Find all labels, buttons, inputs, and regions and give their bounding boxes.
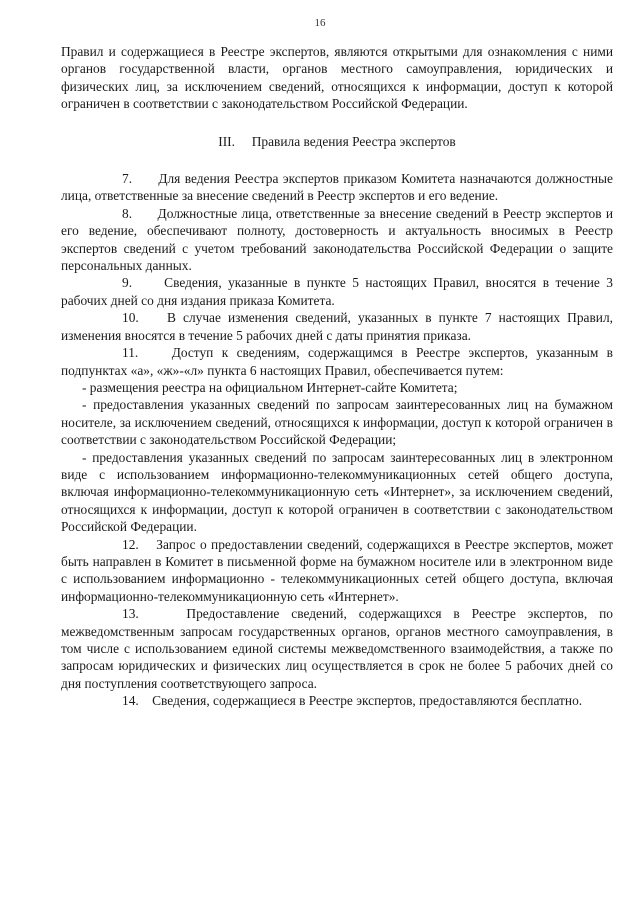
intro-paragraph: Правил и содержащиеся в Реестре экспертов, являются открытыми для ознакомления с ними органов государственной власти, органов местного самоуправления, юридических и физических лиц, за исключением сведений, относящихся к информации, доступ к которой ограничен в соответствии с законодательством Российской Федерации. — [61, 44, 613, 112]
paragraph-13: 13. Предоставление сведений, содержащихся в Реестре экспертов, по межведомственным запросам государственных органов, органов местного самоуправления, в том числе с использованием единой системы межведомственного взаимодействия, а также по запросам юридических и физических лиц осуществляется в срок не более 5 рабочих дней со дня поступления соответствующего запроса. — [61, 606, 613, 691]
bullet-item-paper: - предоставления указанных сведений по запросам заинтересованных лиц на бумажном носителе, за исключением сведений, относящихся к информации, доступ к которой ограничен в соответствии с законодательством Российской Федерации; — [61, 397, 613, 448]
paragraph-12: 12. Запрос о предоставлении сведений, содержащихся в Реестре экспертов, может быть направлен в Комитет в письменной форме на бумажном носителе или в электронном виде с использованием информационно - телекоммуникационных сетей общего доступа, включая информационно-телекоммуникационную сеть «Интернет». — [61, 536, 613, 604]
paragraph-10: 10. В случае изменения сведений, указанных в пункте 7 настоящих Правил, изменения вносятся в течение 5 рабочих дней с даты принятия приказа. — [61, 310, 613, 343]
bullet-item-website: - размещения реестра на официальном Интернет-сайте Комитета; — [82, 379, 458, 395]
paragraph-9: 9. Сведения, указанные в пункте 5 настоящих Правил, вносятся в течение 3 рабочих дней со дня издания приказа Комитета. — [61, 275, 613, 308]
document-body — [61, 43, 613, 710]
paragraph-8: 8. Должностные лица, ответственные за внесение сведений в Реестр экспертов и его ведение, обеспечивают полноту, достоверность и актуальность вносимых в Реестр экспертов сведений с учетом требований законодательства Российской Федерации о защите персональных данных. — [61, 205, 613, 274]
paragraph-11: 11. Доступ к сведениям, содержащимся в Реестре экспертов, указанным в подпунктах «а», «ж»-«л» пункта 6 настоящих Правил, обеспечивается путем: — [61, 345, 613, 378]
paragraph-7: 7. Для ведения Реестра экспертов приказом Комитета назначаются должностные лица, ответственные за внесение сведений в Реестр экспертов и его ведение. — [61, 171, 613, 204]
page-number: 16 — [314, 17, 326, 29]
paragraph-14: 14. Сведения, содержащиеся в Реестре экспертов, предоставляются бесплатно. — [122, 693, 583, 709]
bullet-item-electronic: - предоставления указанных сведений по запросам заинтересованных лиц в электронном виде с использованием информационно-телекоммуникационных сетей общего доступа, включая информационно-телекоммуникационную сеть «Интернет», за исключением сведений, относящихся к информации, доступ к которой ограничен в соответствии с законодательством Российской Федерации. — [61, 449, 613, 535]
section-heading: III. Правила ведения Реестра экспертов — [218, 133, 456, 149]
